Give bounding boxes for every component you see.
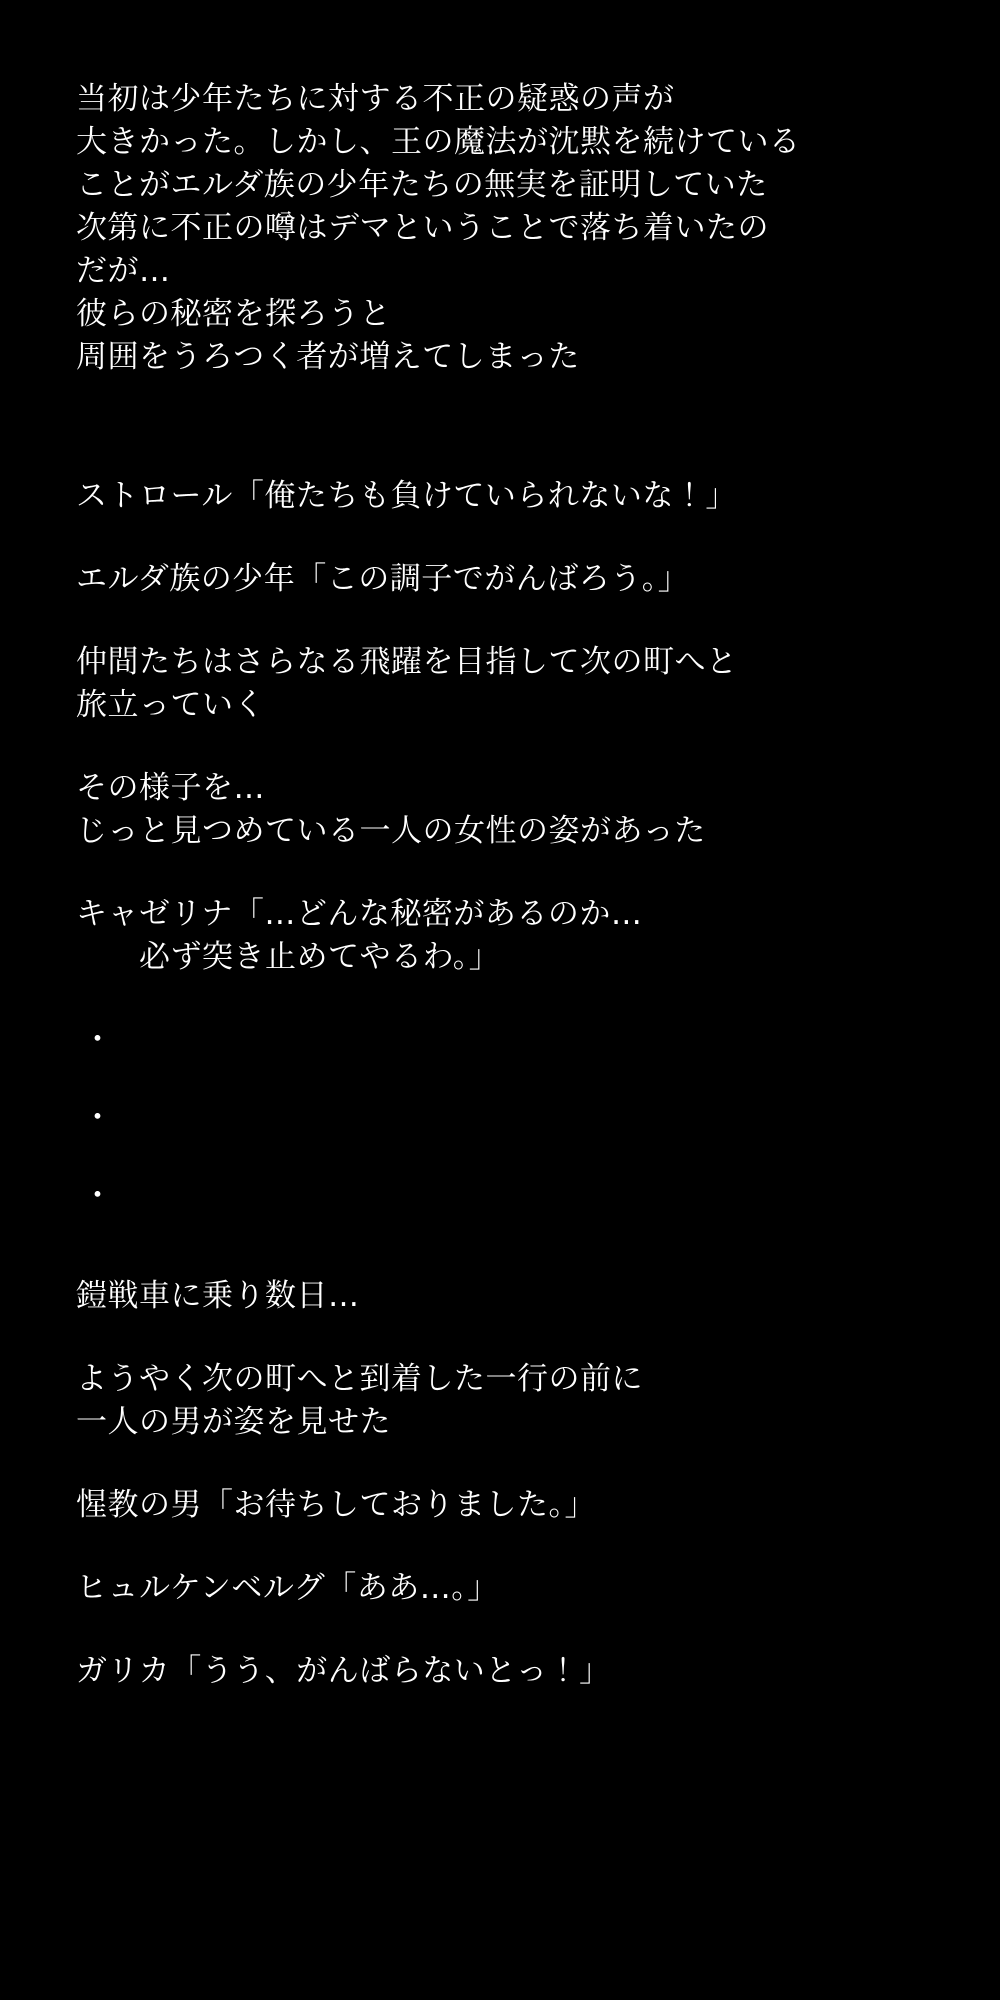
dialogue-hulkenberg xyxy=(76,1567,956,1610)
story-line: 彼らの秘密を探ろうと xyxy=(76,296,391,332)
scene-break-dot xyxy=(76,1097,956,1175)
story-line: ・ xyxy=(82,1178,114,1214)
story-text-container xyxy=(76,78,956,1693)
spacer xyxy=(76,379,956,475)
paragraph-tank-days xyxy=(76,1275,956,1318)
dialogue-elda-boy xyxy=(76,558,956,601)
spacer xyxy=(76,1610,956,1650)
story-line: エルダ族の少年「この調子でがんばろう。」 xyxy=(76,561,690,597)
scene-break-dot xyxy=(76,1175,956,1253)
dialogue-cazerina xyxy=(76,893,956,979)
dialogue-stroll xyxy=(76,475,956,518)
story-line: 当初は少年たちに対する不正の疑惑の声が xyxy=(76,81,675,117)
story-line: 大きかった。しかし、王の魔法が沈黙を続けている xyxy=(76,124,801,160)
story-line: ようやく次の町へと到着した一行の前に xyxy=(76,1361,643,1397)
story-line: ・ xyxy=(82,1022,114,1058)
spacer xyxy=(76,727,956,767)
paragraph-intro xyxy=(76,78,956,379)
spacer xyxy=(76,1253,956,1275)
spacer xyxy=(76,1444,956,1484)
story-line: 鎧戦車に乗り数日… xyxy=(76,1278,360,1314)
story-line: 一人の男が姿を見せた xyxy=(76,1404,391,1440)
story-line: ガリカ「うう、がんばらないとっ！」 xyxy=(76,1653,611,1689)
story-line: ことがエルダ族の少年たちの無実を証明していた xyxy=(76,167,768,203)
spacer xyxy=(76,601,956,641)
story-line: ・ xyxy=(82,1100,114,1136)
story-line: ストロール「俺たちも負けていられないな！」 xyxy=(76,478,737,514)
spacer xyxy=(76,979,956,1019)
story-line: 次第に不正の噂はデマということで落ち着いたの xyxy=(76,210,769,246)
story-line: 仲間たちはさらなる飛躍を目指して次の町へと xyxy=(76,644,738,680)
story-line: 必ず突き止めてやるわ。」 xyxy=(76,939,501,975)
paragraph-watching-woman xyxy=(76,767,956,853)
story-line: 惺教の男「お待ちしておりました。」 xyxy=(76,1487,596,1523)
story-line: その様子を… xyxy=(76,770,265,806)
spacer xyxy=(76,853,956,893)
story-line: ヒュルケンベルグ「ああ…。」 xyxy=(76,1570,499,1606)
story-line: 旅立っていく xyxy=(76,687,265,723)
spacer xyxy=(76,1318,956,1358)
paragraph-arrival xyxy=(76,1358,956,1444)
spacer xyxy=(76,1527,956,1567)
scene-break-dot xyxy=(76,1019,956,1097)
dialogue-gallica xyxy=(76,1650,956,1693)
paragraph-departure xyxy=(76,641,956,727)
story-line: 周囲をうろつく者が増えてしまった xyxy=(76,339,580,375)
dialogue-sect-man xyxy=(76,1484,956,1527)
story-line: キャゼリナ「…どんな秘密があるのか… xyxy=(76,896,643,932)
story-line: じっと見つめている一人の女性の姿があった xyxy=(76,813,706,849)
story-line: だが… xyxy=(76,253,171,289)
spacer xyxy=(76,518,956,558)
